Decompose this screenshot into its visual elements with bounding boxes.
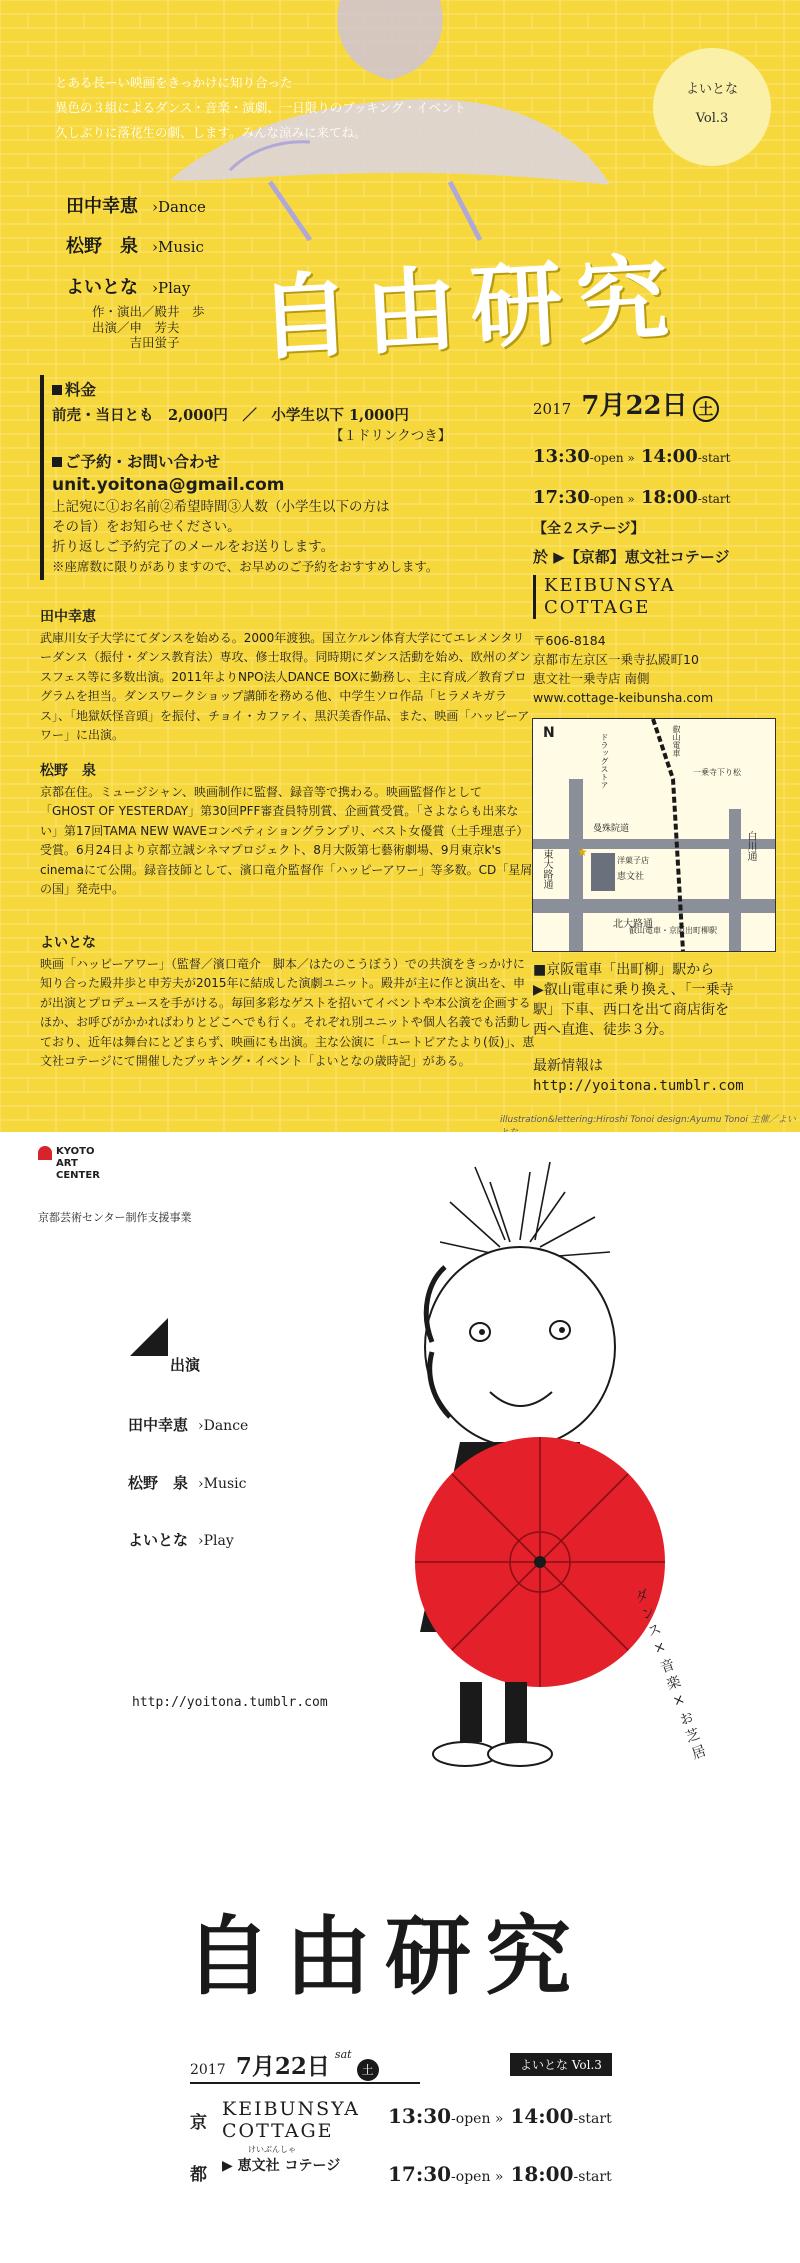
map-north-label: N bbox=[543, 725, 555, 741]
back-event-date: 2017 7月22日 $^{sat}$ 土 bbox=[190, 2048, 379, 2081]
reserve-heading: ご予約・お問い合わせ bbox=[65, 452, 221, 471]
time-slot-1: 13:30-open » 14:00-start bbox=[533, 446, 731, 467]
access-map bbox=[532, 718, 776, 952]
bio-yoitona: よいとな 映画「ハッピーアワー」（監督／濱口竜介 脚本／はたのこうぼう）での共演をきっかけに知り合った殿井歩と申芳夫が2015年に結成した演劇ユニット。殿井が主に作と演出を、申が出演とプロデュースを手がける。毎回多彩なゲストを招いてイベントや本公演を企画するほか、お呼びがかかればわりとどこへでも行く。それぞれ別ユニットや個人名義でも活動しており、近年は舞台にとどまらず、映画にも出演。主な公演に「ユートピアたより(仮)」、恵文社コテージにて開催したブッキング・イベント「よいとなの歳時記」がある。 bbox=[40, 935, 535, 1068]
back-title-logo: 自由研究 bbox=[185, 1906, 585, 2007]
access-directions: ■京阪電車「出町柳」駅から ▶叡山電車に乗り換え、「一乗寺 駅」下車、西口を出て商店街を 西へ直進、徒歩３分。 bbox=[533, 962, 734, 1038]
back-time-slot-2: 17:30-open » 18:00-start bbox=[388, 2162, 612, 2186]
map-label-road1: 曼殊院道 bbox=[593, 824, 630, 834]
kac-mark-icon bbox=[38, 1146, 52, 1160]
intro-text: とある長ーい映画をきっかけに知り合った 異色の３組によるダンス・音楽・演劇、一日限りのブッキング・イベント 久しぶりに落花生の劇、します。みんな涼みに来てね。 bbox=[55, 75, 467, 140]
venue-website[interactable]: www.cottage-keibunsha.com bbox=[533, 690, 714, 705]
map-label-eiden: 叡山電車・京阪出町柳駅 bbox=[629, 926, 717, 935]
price-section bbox=[52, 378, 451, 446]
genre-tagline: ダンス×音楽×お芝居 bbox=[631, 1586, 709, 1766]
kyoto-art-center-logo: KYOTO ART CENTER bbox=[38, 1146, 100, 1182]
back-time-slot-1: 13:30-open » 14:00-start bbox=[388, 2104, 612, 2128]
time-slot-2: 17:30-open » 18:00-start bbox=[533, 487, 731, 508]
map-label-station: 一乗寺下り松 bbox=[693, 768, 741, 777]
flyer-back bbox=[0, 1132, 800, 2263]
badge-series: よいとな bbox=[685, 82, 738, 97]
back-venue-kyoto: 京都 bbox=[190, 2113, 207, 2185]
back-venue-name: KEIBUNSYA COTTAGE けいぶんしゃ ▶ 恵文社 コテージ bbox=[222, 2098, 360, 2174]
back-cast-item-yoitona: よいとな ›Play bbox=[128, 1531, 234, 1549]
venue-address: 〒606-8184 京都市左京区一乗寺払殿町10 恵文社一乗寺店 南側 www.cottage-keibunsha.com bbox=[533, 633, 714, 705]
latest-url[interactable]: http://yoitona.tumblr.com bbox=[533, 1078, 744, 1094]
map-label-venue: 恵文社 bbox=[617, 872, 645, 882]
venue-name-en: KEIBUNSYA COTTAGE bbox=[533, 575, 676, 619]
corner-triangle bbox=[130, 1318, 168, 1356]
back-cast-heading: 出演 bbox=[170, 1356, 201, 1374]
title-logo: 自由研究 bbox=[256, 242, 686, 374]
cast-item-matsuno: 松野 泉 ›Music bbox=[66, 236, 204, 257]
event-date: 2017 7月22日 土 bbox=[533, 385, 719, 422]
child-with-umbrella-illustration bbox=[380, 1162, 670, 1862]
stage-count: 【全２ステージ】 bbox=[533, 521, 645, 537]
map-label-line: 叡山電車 bbox=[672, 725, 681, 757]
map-label-shop: 洋菓子店 bbox=[617, 856, 649, 865]
price-heading: 料金 bbox=[65, 380, 97, 399]
back-url[interactable]: http://yoitona.tumblr.com bbox=[132, 1695, 328, 1710]
bio-tanaka: 田中幸恵 武庫川女子大学にてダンスを始める。2000年渡独。国立ケルン体育大学にてエレメンタリーダンス（振付・ダンス教育法）専攻、修士取得。同時期にダンス活動を始め、欧州のダンスフェス等に多数出演。2011年よりNPO法人DANCE BOXに勤務し、主に育成／教育プログラムを担当。ダンスワークショップ講師を務める他、中学生ソロ作品「ヒラメキガラス」、「地獄妖怪音頭」を振付、チョイ・カファイ、黒沢美香作品、また、映画「ハッピーアワー」に出演。 bbox=[40, 609, 531, 742]
map-drawing bbox=[533, 719, 775, 951]
badge-vol: Vol.3 bbox=[695, 111, 729, 126]
back-series-badge: よいとな Vol.3 bbox=[510, 2053, 612, 2076]
series-badge bbox=[653, 48, 771, 166]
price-note: 【１ドリンクつき】 bbox=[330, 428, 452, 444]
map-label-road3: 北大路通 bbox=[613, 919, 653, 930]
section-divider bbox=[40, 375, 44, 580]
date-underline bbox=[190, 2082, 420, 2084]
latest-info: 最新情報は http://yoitona.tumblr.com bbox=[533, 1058, 744, 1094]
back-cast-item-matsuno: 松野 泉 ›Music bbox=[128, 1474, 247, 1492]
reserve-email[interactable]: unit.yoitona@gmail.com bbox=[52, 475, 285, 495]
design-credit: illustration&lettering:Hiroshi Tonoi design:Ayumu Tonoi 主催／よい bbox=[500, 1115, 796, 1125]
kac-support-label: 京都芸術センター制作支援事業 bbox=[38, 1211, 192, 1224]
cast-item-yoitona: よいとな ›Play bbox=[66, 277, 191, 298]
price-line: 前売・当日とも 2,000円 ／ 小学生以下 1,000円 bbox=[52, 407, 409, 424]
svg-text:★: ★ bbox=[577, 845, 588, 859]
map-label-drug: ドラッグストア bbox=[600, 733, 609, 789]
bio-matsuno: 松野 泉 京都在住。ミュージシャン、映画制作に監督、録音等で携わる。映画監督作として「GHOST OF YESTERDAY」第30回PFF審査員特別賞、企画賞受賞。「さよならも出来ない」第17回TAMA NEW WAVEコンペティショングランプリ、ベスト女優賞（土手理恵子）受賞。6月24日より京都立誠シネマプロジェクト、8月大阪第七藝術劇場、9月東京k's cinemaにて公開。録音技師として、濱口竜介監督作「ハッピーアワー」等多数。CD「星屑の国」発売中。 bbox=[40, 763, 533, 896]
map-label-road2: 東大路通 bbox=[541, 849, 552, 889]
venue-line: 於 ▶【京都】恵文社コテージ bbox=[533, 548, 730, 566]
map-label-road4: 白川通 bbox=[745, 831, 756, 861]
play-credits: 作・演出／殿井 歩 出演／申 芳夫 吉田蛍子 bbox=[92, 304, 205, 350]
reserve-section: ご予約・お問い合わせ unit.yoitona@gmail.com 上記宛に①お名前②希望時間③人数（小学生以下の方は その旨）をお知らせください。 折り返しご予約完了のメールをお送りします。 ※座席数に限りがありますので、お早めのご予約をおすすめします。 bbox=[52, 452, 439, 574]
cast-item-tanaka: 田中幸恵 ›Dance bbox=[66, 196, 206, 217]
back-cast-item-tanaka: 田中幸恵 ›Dance bbox=[128, 1416, 249, 1434]
